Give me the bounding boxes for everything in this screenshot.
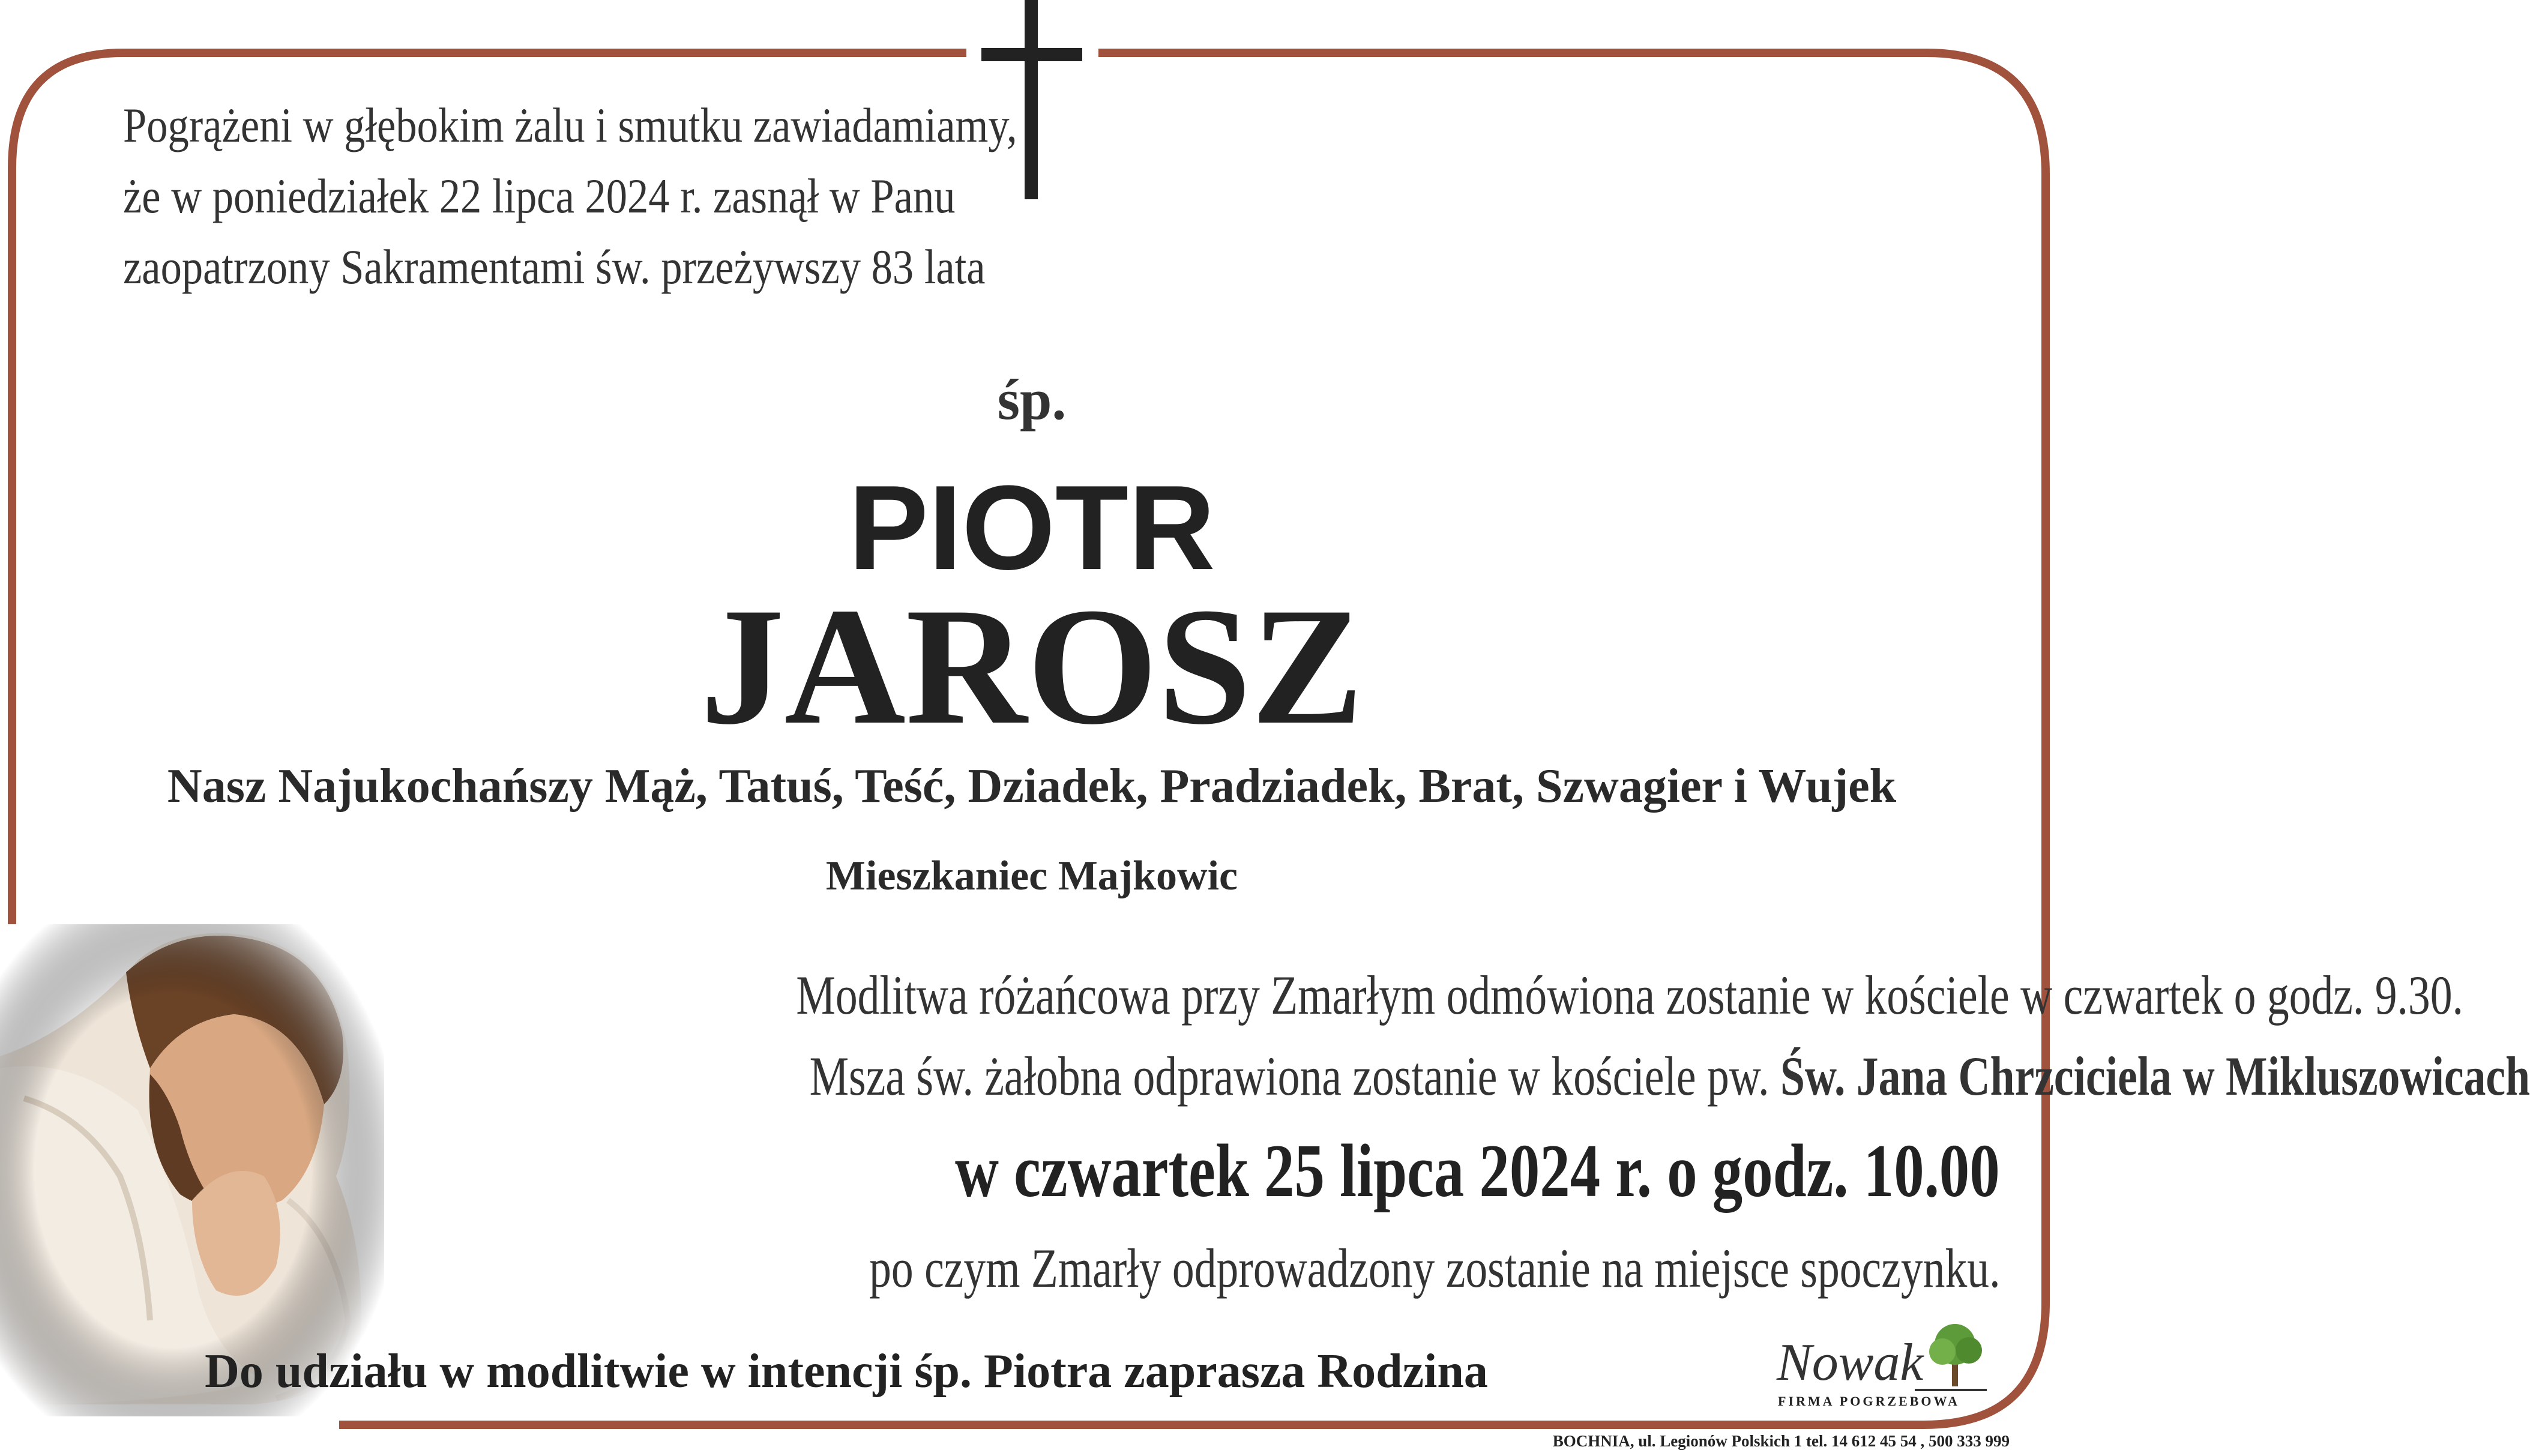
relations-line: Nasz Najukochańszy Mąż, Tatuś, Teść, Dziadek, Pradziadek, Brat, Szwagier i Wujek xyxy=(167,760,1897,813)
residence-line: Mieszkaniec Majkowic xyxy=(825,853,1238,899)
rosary-line xyxy=(379,963,2463,1027)
logo-name: Nowak xyxy=(1777,1334,1924,1392)
mass-prefix: Msza św. żałobna odprawiona zostanie w kościele pw. xyxy=(809,1045,1769,1107)
prefix-sp: śp. xyxy=(997,367,1067,432)
praying-figure-icon xyxy=(0,924,384,1416)
intro-line: zaopatrzony Sakramentami św. przeżywszy 83 lata xyxy=(123,239,986,294)
mass-text xyxy=(810,1044,2530,1108)
logo-subtitle: FIRMA POGRZEBOWA xyxy=(1778,1394,1960,1409)
intro-text xyxy=(123,90,1017,302)
rosary-text: Modlitwa różańcowa przy Zmarłym odmówiona zostanie w kościele w czwartek o godz. 9.30. xyxy=(796,964,2463,1026)
burial-text: po czym Zmarły odprowadzony zostanie na miejsce spoczynku. xyxy=(869,1238,2000,1299)
last-name: JAROSZ xyxy=(700,573,1364,759)
mass-church: Św. Jana Chrzciciela w Mikluszowicach xyxy=(1780,1045,2530,1107)
mass-date-line xyxy=(379,1128,2000,1215)
mass-line xyxy=(379,1044,2530,1108)
intro-line: Pogrążeni w głębokim żalu i smutku zawiadamiamy, xyxy=(123,98,1017,152)
first-name: PIOTR xyxy=(848,461,1215,595)
tree-icon xyxy=(1915,1324,1987,1390)
burial-line xyxy=(379,1236,2000,1300)
mass-date: w czwartek 25 lipca 2024 r. o godz. 10.00 xyxy=(955,1130,2000,1213)
intro-line: że w poniedziałek 22 lipca 2024 r. zasnął w Panu xyxy=(123,169,956,223)
footer-contact: BOCHNIA, ul. Legionów Polskich 1 tel. 14 612 45 54 , 500 333 999 xyxy=(1552,1432,2010,1450)
invitation-line: Do udziału w modlitwie w intencji śp. Piotra zaprasza Rodzina xyxy=(205,1345,1488,1398)
